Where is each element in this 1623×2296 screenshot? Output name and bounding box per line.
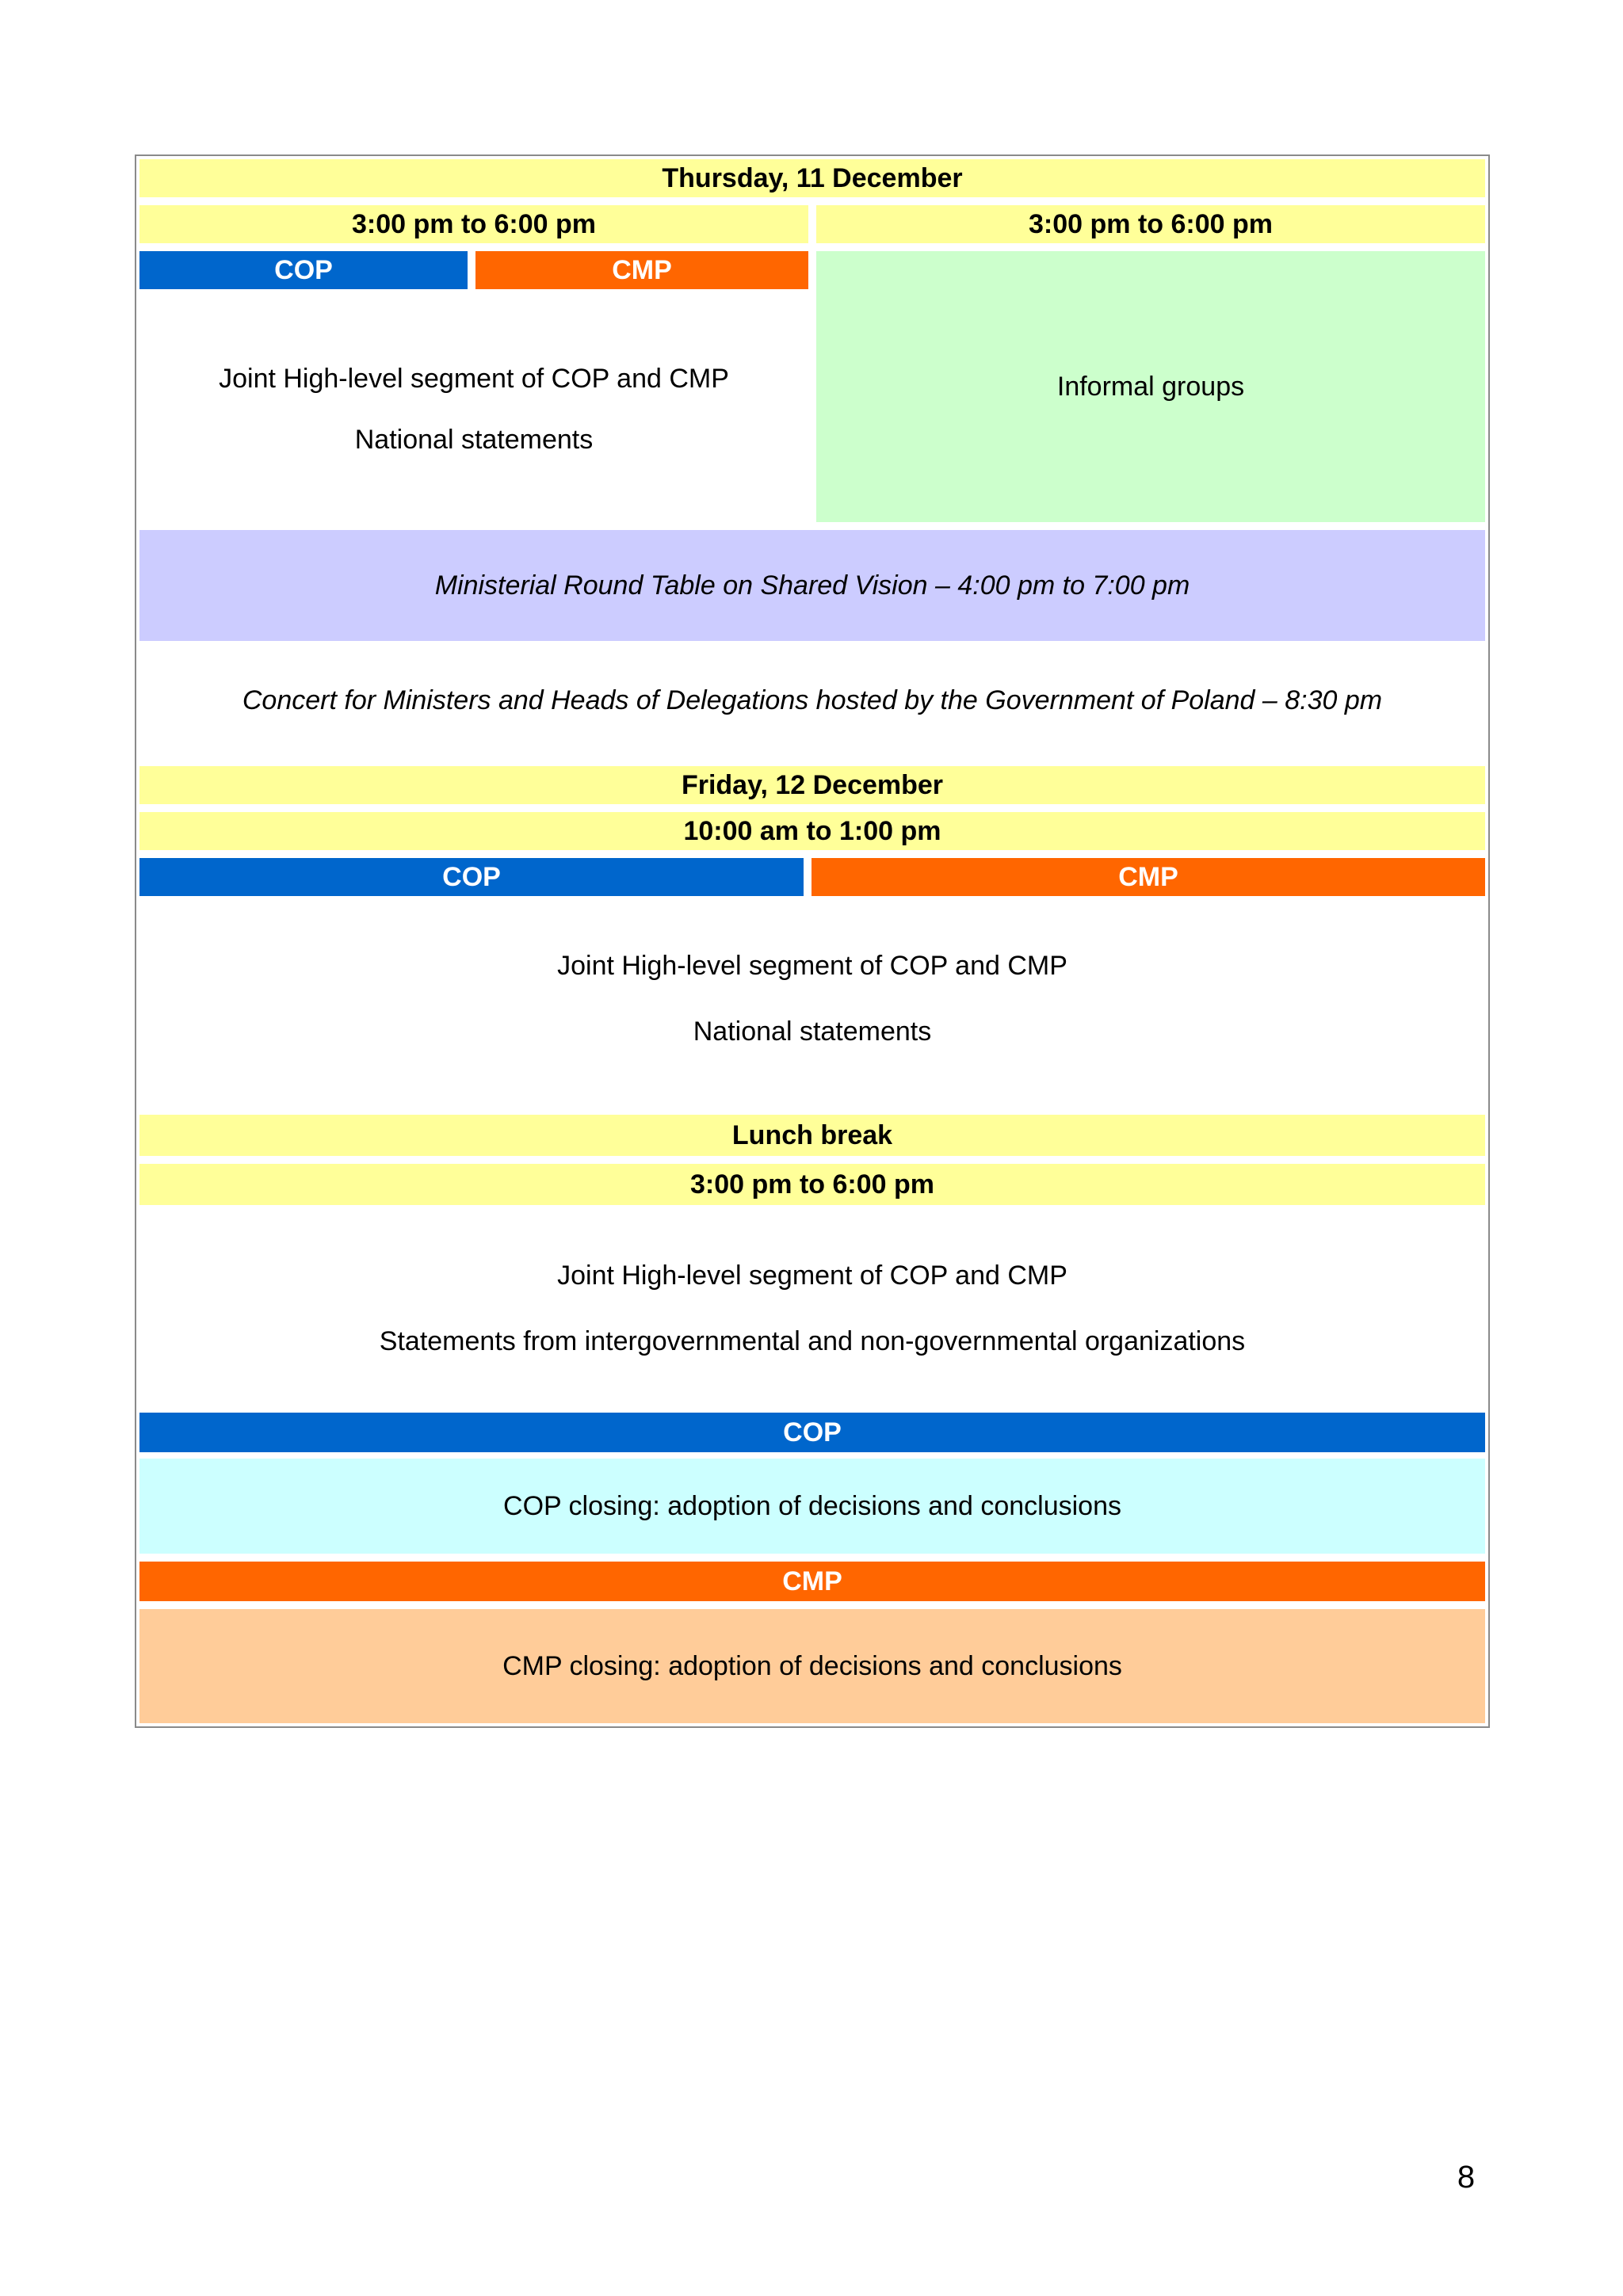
thursday-left-time: 3:00 pm to 6:00 pm [139, 205, 808, 243]
friday-morning-title: Joint High-level segment of COP and CMP [557, 951, 1067, 981]
concert-note: Concert for Ministers and Heads of Delegations hosted by the Government of Poland – 8:30 pm [242, 685, 1383, 715]
schedule-table [135, 154, 1490, 1728]
thursday-right-time: 3:00 pm to 6:00 pm [816, 205, 1485, 243]
lunch-break: Lunch break [139, 1115, 1485, 1156]
friday-afternoon-segment [139, 1213, 1485, 1405]
cmp-closing-block: CMP closing: adoption of decisions and conclusions [139, 1609, 1485, 1723]
thursday-joint-segment [139, 297, 808, 522]
round-table-block: Ministerial Round Table on Shared Vision – 4:00 pm to 7:00 pm [139, 530, 1485, 641]
thursday-segment-subtitle: National statements [354, 425, 594, 455]
thursday-header: Thursday, 11 December [139, 159, 1485, 197]
thursday-cop-label: COP [139, 251, 468, 289]
friday-afternoon-title: Joint High-level segment of COP and CMP [557, 1261, 1067, 1291]
page-number: 8 [1457, 2160, 1476, 2195]
thursday-segment-title: Joint High-level segment of COP and CMP [219, 364, 729, 394]
cop-closing-block: COP closing: adoption of decisions and conclusions [139, 1459, 1485, 1554]
friday-cop-label: COP [139, 858, 804, 896]
friday-morning-subtitle: National statements [693, 1016, 932, 1047]
informal-groups-block: Informal groups [816, 251, 1485, 522]
friday-afternoon-subtitle: Statements from intergovernmental and non-governmental organizations [379, 1326, 1246, 1356]
cmp-closing-label: CMP [139, 1562, 1485, 1601]
friday-morning-segment [139, 904, 1485, 1094]
friday-header: Friday, 12 December [139, 766, 1485, 804]
thursday-cmp-label: CMP [475, 251, 808, 289]
friday-cmp-label: CMP [812, 858, 1485, 896]
friday-morning-time: 10:00 am to 1:00 pm [139, 812, 1485, 850]
friday-afternoon-time: 3:00 pm to 6:00 pm [139, 1164, 1485, 1205]
cop-closing-label: COP [139, 1413, 1485, 1452]
